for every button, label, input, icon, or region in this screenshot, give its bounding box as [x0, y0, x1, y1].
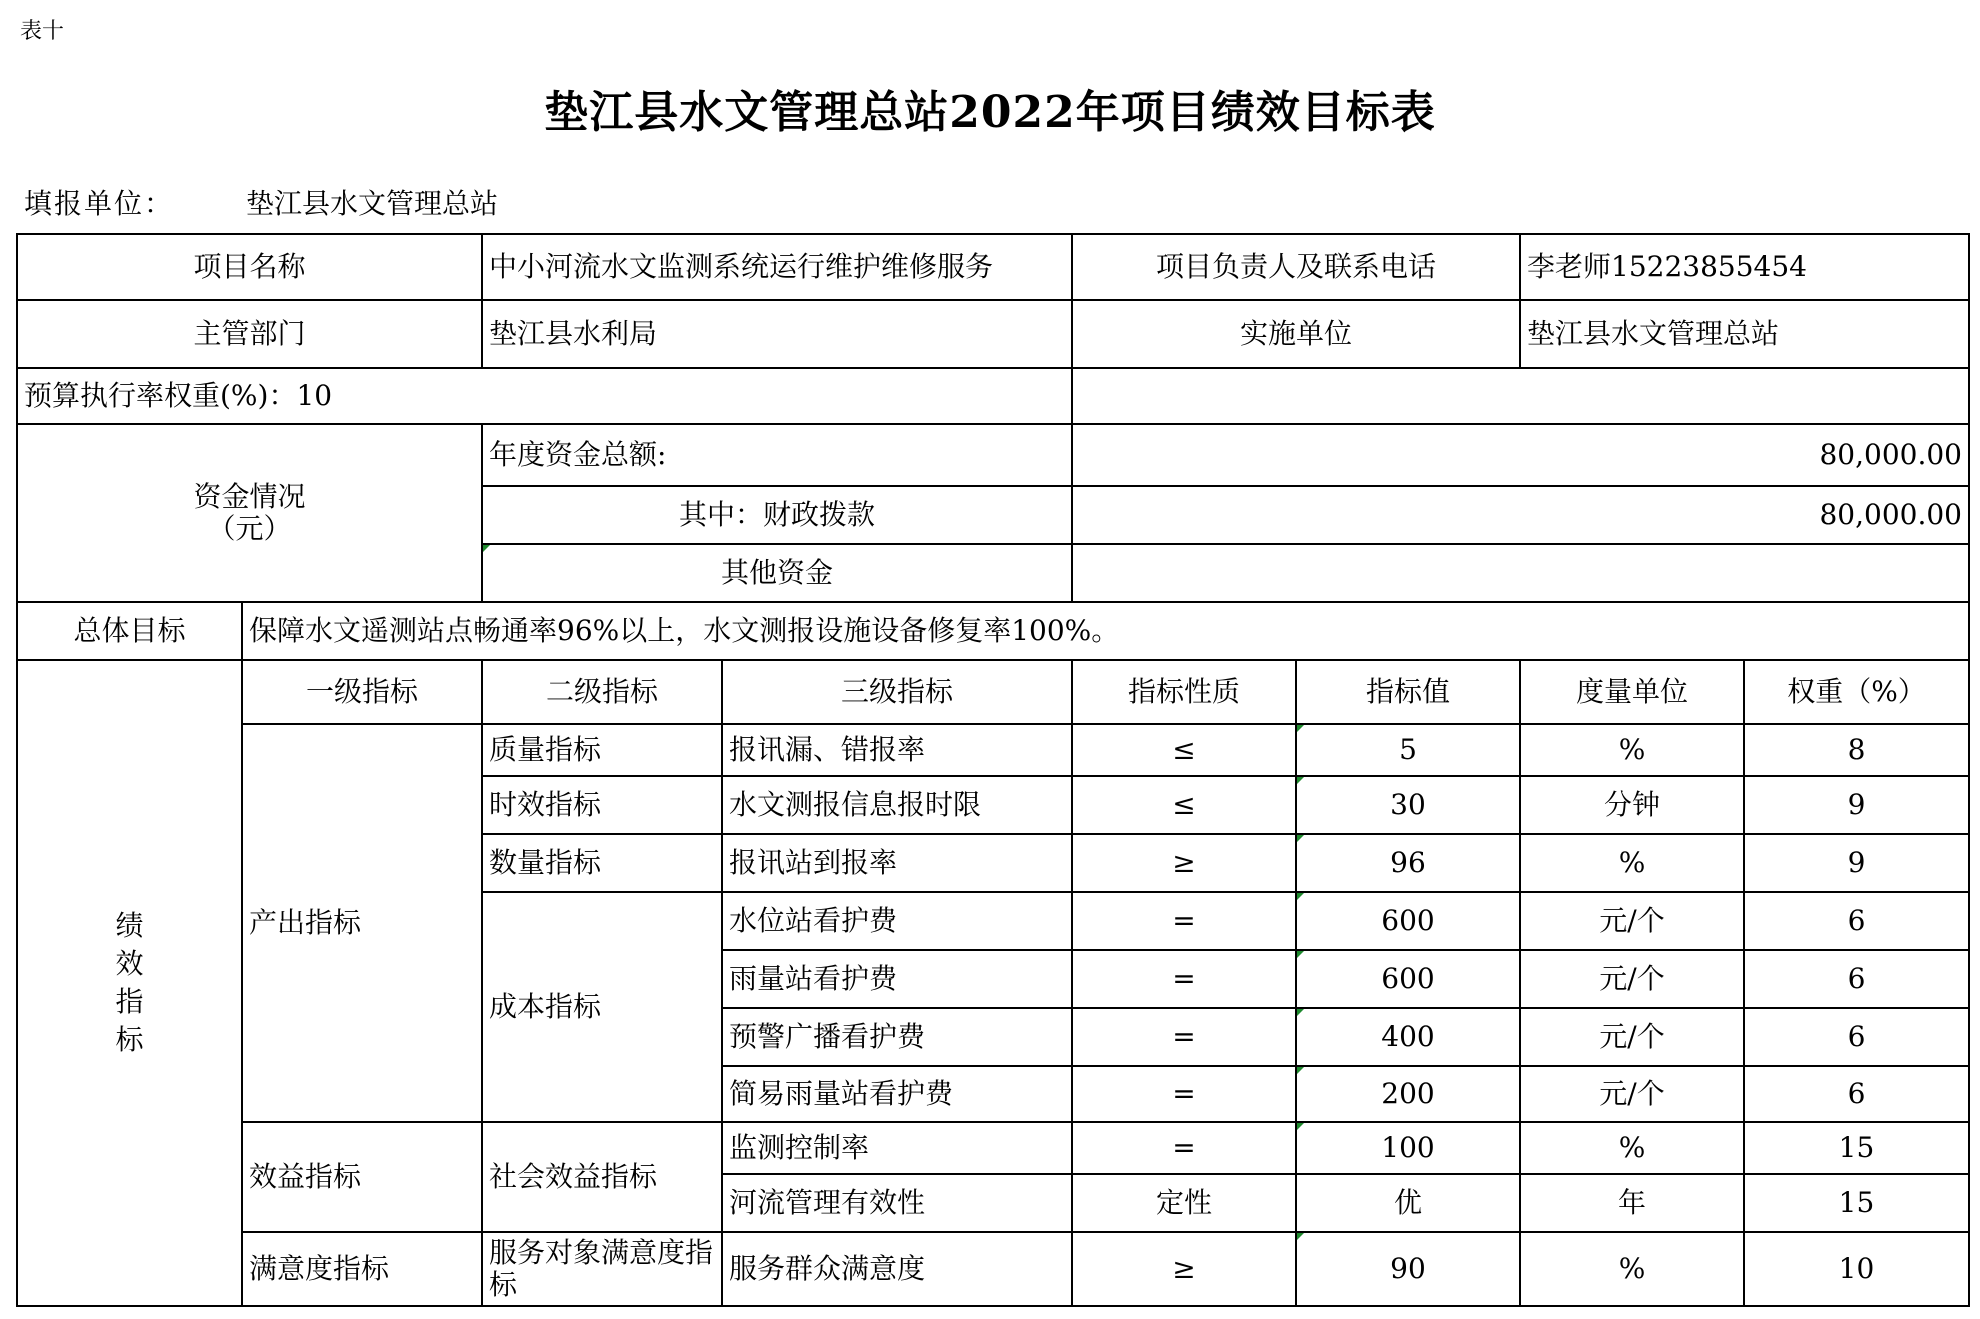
indicator-value: 600: [1296, 892, 1520, 950]
indicator-unit: %: [1520, 1122, 1744, 1174]
indicator-nature: 定性: [1072, 1174, 1296, 1232]
group-benefit: 效益指标: [242, 1122, 482, 1232]
perf-section-label-cell: [17, 660, 242, 1306]
dept-label: 主管部门: [17, 300, 482, 368]
indicator-unit: %: [1520, 724, 1744, 776]
indicator-weight: 9: [1744, 776, 1969, 834]
performance-target-table: [16, 233, 1970, 1307]
header-nature: 指标性质: [1072, 660, 1296, 724]
indicator-weight: 6: [1744, 950, 1969, 1008]
header-level1: 一级指标: [242, 660, 482, 724]
indicator-value: 30: [1296, 776, 1520, 834]
funds-total-label: 年度资金总额:: [482, 424, 1072, 486]
page-title: 垫江县水文管理总站2022年项目绩效目标表: [544, 87, 1436, 138]
indicator-unit: 元/个: [1520, 892, 1744, 950]
indicator-name: 河流管理有效性: [722, 1174, 1072, 1232]
overall-goal-text: 保障水文遥测站点畅通率96%以上，水文测报设施设备修复率100%。: [242, 602, 1969, 660]
budget-weight-row: [17, 368, 1969, 424]
indicator-name: 报讯漏、错报率: [722, 724, 1072, 776]
perf-section-label: 绩效指标: [115, 909, 144, 1056]
header-weight: 权重（%）: [1744, 660, 1969, 724]
indicator-nature: ≥: [1072, 1232, 1296, 1306]
funds-label-cell: [17, 424, 482, 602]
indicator-weight: 15: [1744, 1122, 1969, 1174]
sub-timeliness: 时效指标: [482, 776, 722, 834]
table-number-label: 表十: [20, 19, 65, 44]
indicator-name: 简易雨量站看护费: [722, 1066, 1072, 1122]
indicator-value: 96: [1296, 834, 1520, 892]
indicator-name: 报讯站到报率: [722, 834, 1072, 892]
group-satisfaction: 满意度指标: [242, 1232, 482, 1306]
impl-unit-label: 实施单位: [1072, 300, 1520, 368]
header-value: 指标值: [1296, 660, 1520, 724]
info-row-project: [17, 234, 1969, 300]
indicator-weight: 9: [1744, 834, 1969, 892]
indicator-unit: 元/个: [1520, 1008, 1744, 1066]
indicator-value: 400: [1296, 1008, 1520, 1066]
indicator-value: 5: [1296, 724, 1520, 776]
dept-value: 垫江县水利局: [482, 300, 1072, 368]
indicator-nature: ≥: [1072, 834, 1296, 892]
indicator-unit: 年: [1520, 1174, 1744, 1232]
indicator-name: 雨量站看护费: [722, 950, 1072, 1008]
budget-weight-empty: [1072, 368, 1969, 424]
project-name-label: 项目名称: [17, 234, 482, 300]
indicator-nature: =: [1072, 1066, 1296, 1122]
funds-fiscal-value: 80,000.00: [1072, 486, 1969, 544]
indicator-nature: =: [1072, 1008, 1296, 1066]
indicator-value: 100: [1296, 1122, 1520, 1174]
indicator-value: 200: [1296, 1066, 1520, 1122]
indicator-unit: %: [1520, 834, 1744, 892]
indicator-value: 600: [1296, 950, 1520, 1008]
funds-row-total: [17, 424, 1969, 486]
indicator-value: 90: [1296, 1232, 1520, 1306]
indicator-value: 优: [1296, 1174, 1520, 1232]
indicator-nature: ≤: [1072, 724, 1296, 776]
funds-unit: （元）: [207, 512, 292, 545]
indicator-unit: 元/个: [1520, 950, 1744, 1008]
overall-goal-label: 总体目标: [17, 602, 242, 660]
project-name-value: 中小河流水文监测系统运行维护维修服务: [482, 234, 1072, 300]
header-unit: 度量单位: [1520, 660, 1744, 724]
budget-weight-text: 预算执行率权重(%)：10: [17, 368, 1072, 424]
group-output: 产出指标: [242, 724, 482, 1122]
indicator-unit: 分钟: [1520, 776, 1744, 834]
indicator-unit: 元/个: [1520, 1066, 1744, 1122]
header-level3: 三级指标: [722, 660, 1072, 724]
indicator-weight: 8: [1744, 724, 1969, 776]
sub-service: 服务对象满意度指标: [482, 1232, 722, 1306]
funds-fiscal-label: 其中：财政拨款: [482, 486, 1072, 544]
overall-goal-row: [17, 602, 1969, 660]
indicator-weight: 6: [1744, 1066, 1969, 1122]
table-row: [17, 1232, 1969, 1306]
indicator-name: 服务群众满意度: [722, 1232, 1072, 1306]
indicator-name: 预警广播看护费: [722, 1008, 1072, 1066]
funds-total-value: 80,000.00: [1072, 424, 1969, 486]
indicator-nature: ≤: [1072, 776, 1296, 834]
sub-quality: 质量指标: [482, 724, 722, 776]
indicator-nature: =: [1072, 950, 1296, 1008]
reporting-unit-label: 填报单位：: [24, 187, 175, 220]
indicator-nature: =: [1072, 892, 1296, 950]
perf-header-row: [17, 660, 1969, 724]
contact-label: 项目负责人及联系电话: [1072, 234, 1520, 300]
indicator-nature: =: [1072, 1122, 1296, 1174]
indicator-name: 监测控制率: [722, 1122, 1072, 1174]
indicator-weight: 15: [1744, 1174, 1969, 1232]
sub-cost: 成本指标: [482, 892, 722, 1122]
funds-label: 资金情况: [193, 479, 306, 513]
contact-value: 李老师15223855454: [1520, 234, 1969, 300]
funds-other-value: [1072, 544, 1969, 602]
indicator-name: 水文测报信息报时限: [722, 776, 1072, 834]
table-row: [17, 1122, 1969, 1174]
funds-other-label: 其他资金: [482, 544, 1072, 602]
indicator-name: 水位站看护费: [722, 892, 1072, 950]
indicator-weight: 6: [1744, 892, 1969, 950]
indicator-weight: 6: [1744, 1008, 1969, 1066]
sub-social: 社会效益指标: [482, 1122, 722, 1232]
reporting-unit-value: 垫江县水文管理总站: [246, 187, 499, 220]
info-row-dept: [17, 300, 1969, 368]
indicator-weight: 10: [1744, 1232, 1969, 1306]
impl-unit-value: 垫江县水文管理总站: [1520, 300, 1969, 368]
header-level2: 二级指标: [482, 660, 722, 724]
sub-quantity: 数量指标: [482, 834, 722, 892]
indicator-unit: %: [1520, 1232, 1744, 1306]
table-row: [17, 724, 1969, 776]
